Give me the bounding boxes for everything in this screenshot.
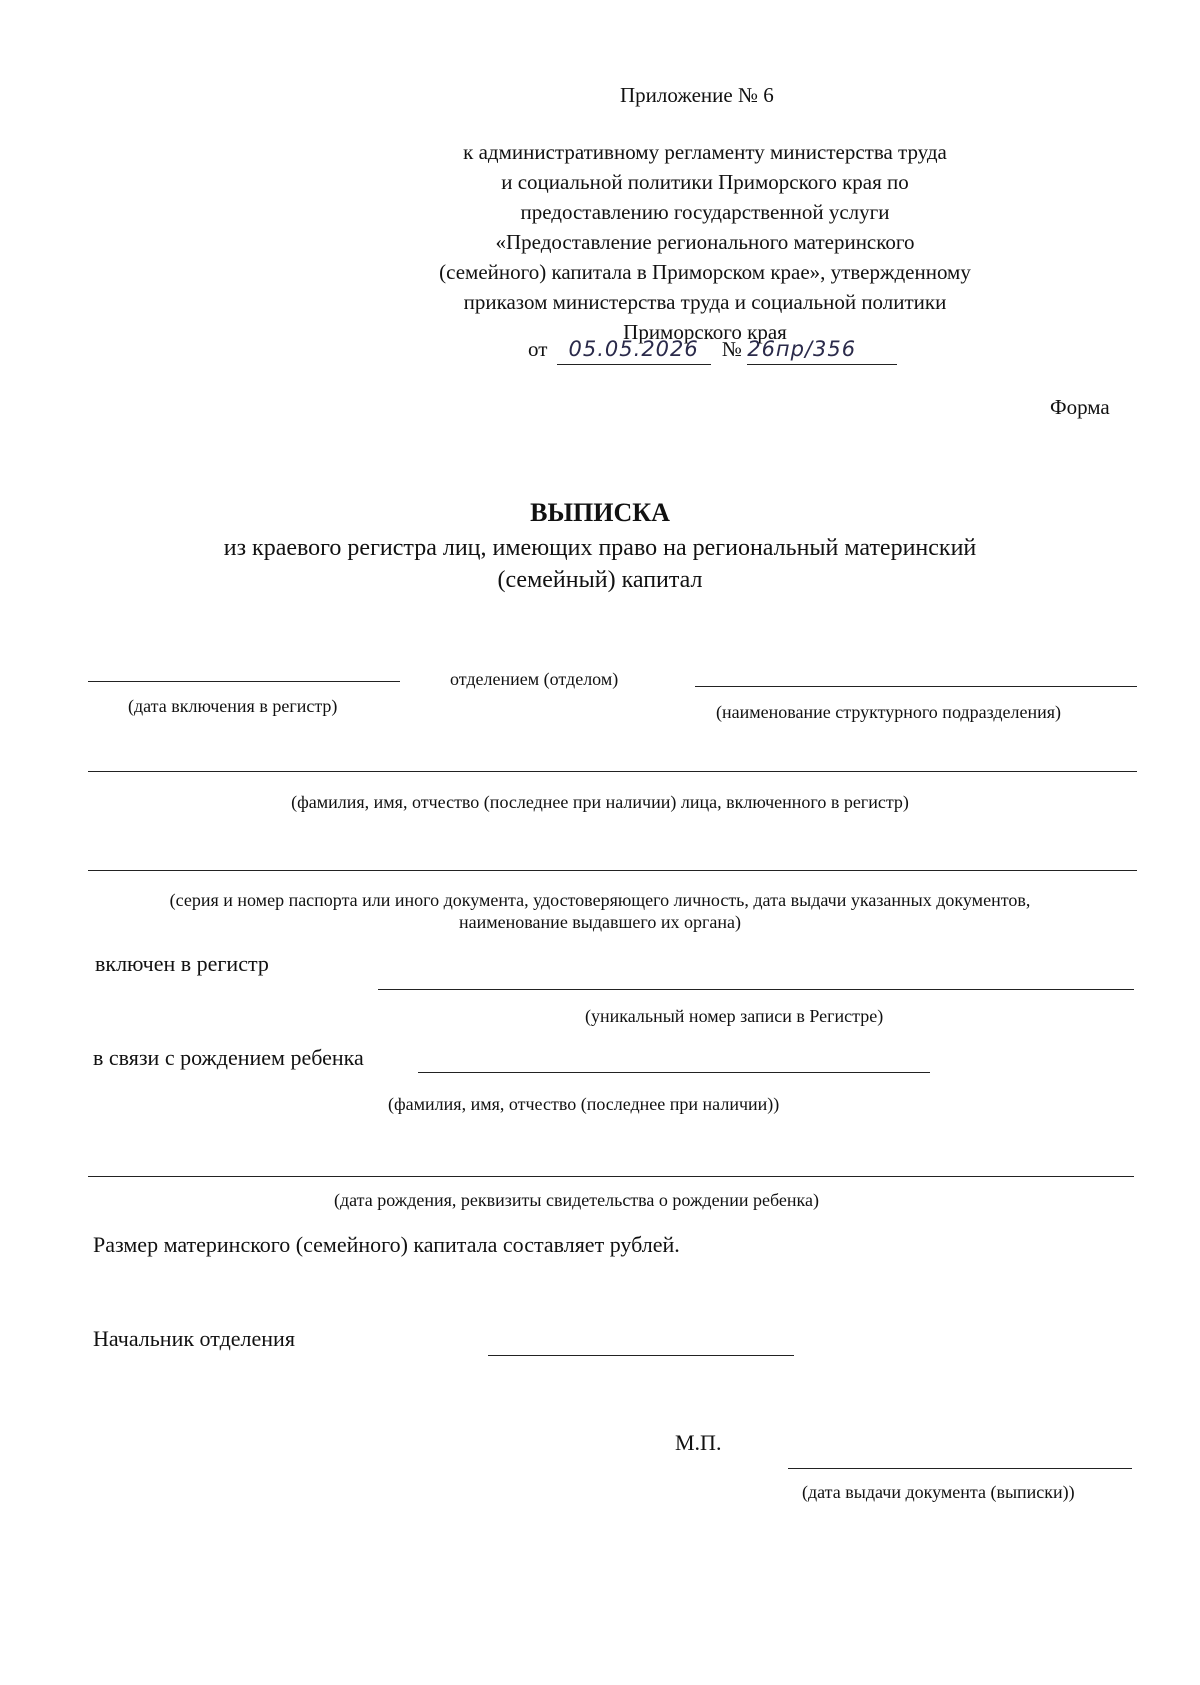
order-number-value: 26пр/356	[747, 337, 857, 361]
appendix-line: приказом министерства труда и социальной политики	[463, 290, 947, 314]
order-reference	[528, 334, 897, 365]
appendix-line: предоставлению государственной услуги	[520, 200, 890, 224]
capital-text: Размер материнского (семейного) капитала составляет рублей.	[93, 1232, 680, 1257]
birth-label: в связи с рождением ребенка	[93, 1045, 364, 1070]
passport-caption-line1: (серия и номер паспорта или иного документа, удостоверяющего личность, дата выдачи указанных документов,	[169, 890, 1031, 910]
issue-date-caption: (дата выдачи документа (выписки))	[802, 1482, 1075, 1502]
record-number-line[interactable]	[378, 989, 1134, 990]
date-included-caption: (дата включения в регистр)	[128, 696, 338, 716]
date-included-line[interactable]	[88, 681, 400, 682]
person-name-caption: (фамилия, имя, отчество (последнее при наличии) лица, включенного в регистр)	[291, 792, 909, 812]
stamp-label: М.П.	[675, 1430, 722, 1455]
number-prefix: №	[721, 337, 742, 361]
appendix-line: и социальной политики Приморского края по	[501, 170, 909, 194]
child-name-caption: (фамилия, имя, отчество (последнее при наличии))	[388, 1094, 780, 1114]
appendix-line: к административному регламенту министерства труда	[463, 140, 947, 164]
document-subtitle-line2: (семейный) капитал	[497, 567, 703, 593]
appendix-line: «Предоставление регионального материнского	[495, 230, 915, 254]
appendix-title: Приложение № 6	[620, 83, 774, 107]
signature-line[interactable]	[488, 1355, 794, 1356]
person-name-line[interactable]	[88, 771, 1137, 772]
passport-caption-line2: наименование выдавшего их органа)	[459, 912, 741, 932]
document-title: ВЫПИСКА	[530, 498, 670, 527]
record-number-caption: (уникальный номер записи в Регистре)	[585, 1006, 884, 1026]
order-number	[747, 334, 897, 365]
subdivision-caption: (наименование структурного подразделения)	[716, 702, 1062, 722]
head-label: Начальник отделения	[93, 1326, 295, 1351]
subdivision-line[interactable]	[695, 686, 1137, 687]
issue-date-line[interactable]	[788, 1468, 1132, 1469]
included-label: включен в регистр	[95, 951, 269, 976]
order-date-value: 05.05.2026	[568, 337, 699, 361]
order-date	[557, 334, 711, 365]
child-name-line[interactable]	[418, 1072, 930, 1073]
department-text: отделением (отделом)	[450, 669, 619, 689]
form-label: Форма	[1050, 395, 1110, 419]
passport-line[interactable]	[88, 870, 1137, 871]
appendix-lines	[380, 137, 1030, 347]
birth-details-caption: (дата рождения, реквизиты свидетельства о рождении ребенка)	[334, 1190, 819, 1210]
appendix-line: (семейного) капитала в Приморском крае», утвержденному	[439, 260, 971, 284]
document-subtitle-line1: из краевого регистра лиц, имеющих право на региональный материнский	[223, 535, 977, 561]
birth-details-line[interactable]	[88, 1176, 1134, 1177]
appendix-line: Приморского края	[623, 320, 787, 344]
date-prefix: от	[528, 337, 548, 361]
